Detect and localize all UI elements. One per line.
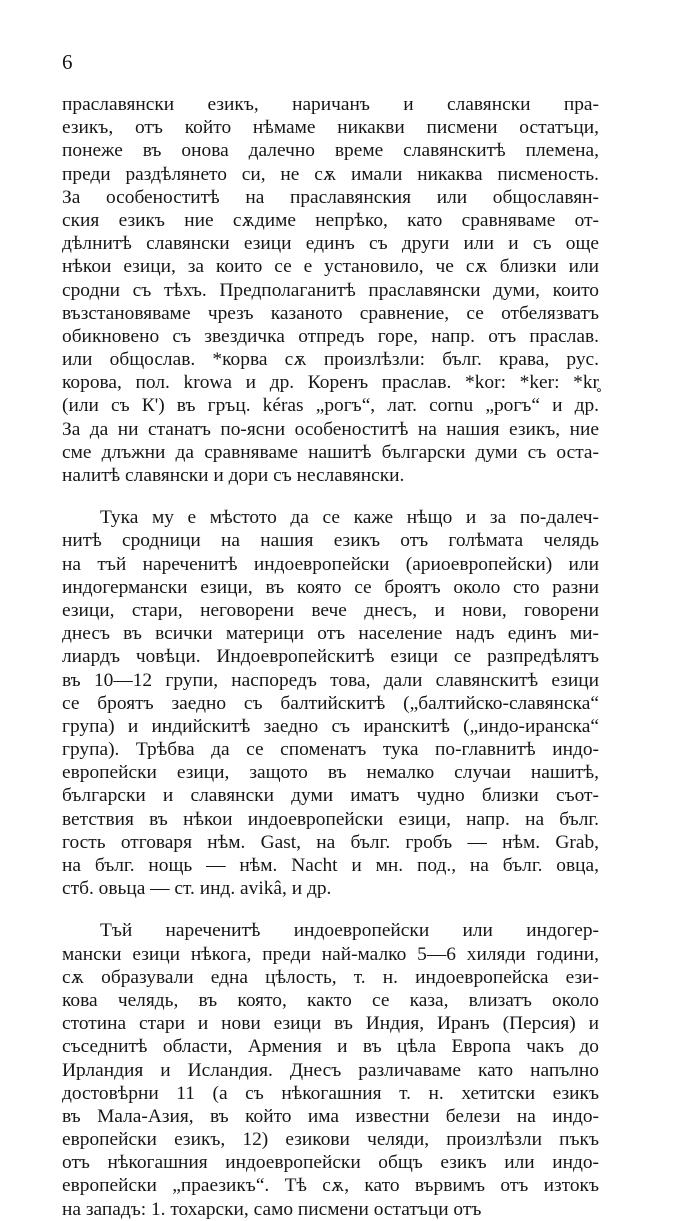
- text-line: днесъ въ всички материци отъ население надъ единъ ми-: [62, 623, 599, 645]
- text-line: на бълг. нощь — нѣм. Nacht и мн. под., на бълг. овца,: [62, 855, 599, 876]
- text-line: сѫ образували една цѣлость, т. н. индоевропейска ези-: [62, 966, 599, 988]
- text-line: езици, стари, неговорени вече днесъ, и нови, говорени: [62, 599, 599, 621]
- text-line: ветствия въ нѣкои индоевропейски езици, напр. на бълг.: [62, 808, 599, 830]
- page-number: 6: [62, 50, 73, 74]
- text-line: или общослав. *корва сѫ произлѣзли: бълг. крава, рус.: [62, 349, 599, 371]
- text-line: За да ни станатъ по-ясни особеноститѣ на нашия езикъ, ние: [62, 418, 599, 440]
- text-line: на западъ: 1. тохарски, само писмени остатъци отъ: [62, 1198, 482, 1220]
- text-line: ския езикъ ние сѫдиме непрѣко, като сравняваме от-: [62, 209, 599, 231]
- text-line: достовѣрни 11 (а съ нѣкогашния т. н. хетитски езикъ: [62, 1082, 599, 1104]
- text-line: на тъй нареченитѣ индоевропейски (ариоевропейски) или: [62, 553, 599, 575]
- text-line: се броятъ заедно съ балтийскитѣ („балтийско-славянска“: [62, 692, 599, 714]
- text-line: гость отговаря нѣм. Gast, на бълг. гробъ — нѣм. Grab,: [62, 831, 599, 853]
- text-line: За особеноститѣ на праславянския или общославян-: [62, 186, 599, 208]
- text-line: кова челядь, въ която, както се каза, влизатъ около: [62, 989, 599, 1011]
- paragraph: [62, 93, 599, 487]
- text-line: възстановяваме чрезъ казаното сравнение, се отбелязватъ: [62, 302, 599, 324]
- text-line: мански езици нѣкога, преди най-малко 5—6 хиляди години,: [62, 943, 599, 965]
- text-line: европейски езикъ, 12) езикови челяди, произлѣзли пъкъ: [62, 1129, 599, 1151]
- text-line: стотина стари и нови езици въ Индия, Иранъ (Персия) и: [62, 1013, 599, 1035]
- text-line: праславянски езикъ, наричанъ и славянски пра-: [62, 94, 599, 115]
- text-line: Ирландия и Исландия. Днесъ различаваме като напълно: [62, 1059, 599, 1081]
- text-line: Тъй нареченитѣ индоевропейски или индогер-: [100, 920, 599, 942]
- text-line: Тука му е мѣстото да се каже нѣщо и за по-далеч-: [100, 507, 599, 529]
- text-line: група). Трѣбва да се споменатъ тука по-главнитѣ индо-: [62, 739, 599, 761]
- text-line: обикновено съ звездичка отпредъ горе, напр. отъ праслав.: [62, 325, 599, 347]
- text-line: отъ нѣкогашния индоевропейски общъ езикъ или индо-: [62, 1152, 599, 1174]
- paragraph: [62, 506, 599, 900]
- text-line: нѣкои езици, за които се е установило, че сѫ близки или: [62, 256, 599, 278]
- paragraph: [62, 919, 599, 1220]
- text-line: индогермански езици, въ която се броятъ около сто разни: [62, 576, 599, 598]
- text-line: (или съ К') въ гръц. kéras „рогъ“, лат. cornu „рогъ“ и др.: [62, 395, 599, 417]
- text-line: група) и индийскитѣ заедно съ иранскитѣ („индо-иранска“: [62, 715, 599, 737]
- text-line: корова, пол. krowa и др. Коренъ праслав. *kor: *ker: *kr̥: [62, 372, 599, 394]
- text-line: европейски езици, защото въ немалко случаи нашитѣ,: [62, 762, 599, 784]
- text-line: български и славянски думи иматъ чудно близки съот-: [62, 785, 599, 807]
- paragraph-spacer: [62, 900, 599, 919]
- text-line: въ 10—12 групи, наспоредъ това, дали славянскитѣ езици: [62, 669, 599, 691]
- text-line: дѣлнитѣ славянски езици единъ съ други или и съ още: [62, 233, 599, 255]
- page-body: [62, 93, 599, 1221]
- text-line: понеже въ онова далечно време славянскитѣ племена,: [62, 140, 599, 162]
- text-line: налитѣ славянски и дори съ неславянски.: [62, 465, 405, 486]
- text-line: езикъ, отъ който нѣмаме никакви писмени остатъци,: [62, 117, 599, 139]
- text-line: стб. овьца — ст. инд. avikâ, и др.: [62, 878, 332, 900]
- text-line: лиардъ човѣци. Индоевропейскитѣ езици се разпредѣлятъ: [62, 646, 599, 668]
- text-line: сме длъжни да сравняваме нашитѣ български думи съ оста-: [62, 441, 599, 463]
- text-line: сродни съ тѣхъ. Предполаганитѣ праславянски думи, които: [62, 279, 599, 301]
- paragraph-spacer: [62, 487, 599, 506]
- text-line: европейски „праезикъ“. Тѣ сѫ, като вървимъ отъ изтокъ: [62, 1175, 599, 1197]
- text-line: въ Мала-Азия, въ който има известни белези на индо-: [62, 1105, 599, 1127]
- text-line: нитѣ сродници на нашия езикъ отъ голѣмата челядь: [62, 530, 599, 552]
- text-line: преди раздѣлянето си, не сѫ имали никаква писменость.: [62, 163, 599, 185]
- text-line: съседнитѣ области, Армения и въ цѣла Европа чакъ до: [62, 1036, 599, 1058]
